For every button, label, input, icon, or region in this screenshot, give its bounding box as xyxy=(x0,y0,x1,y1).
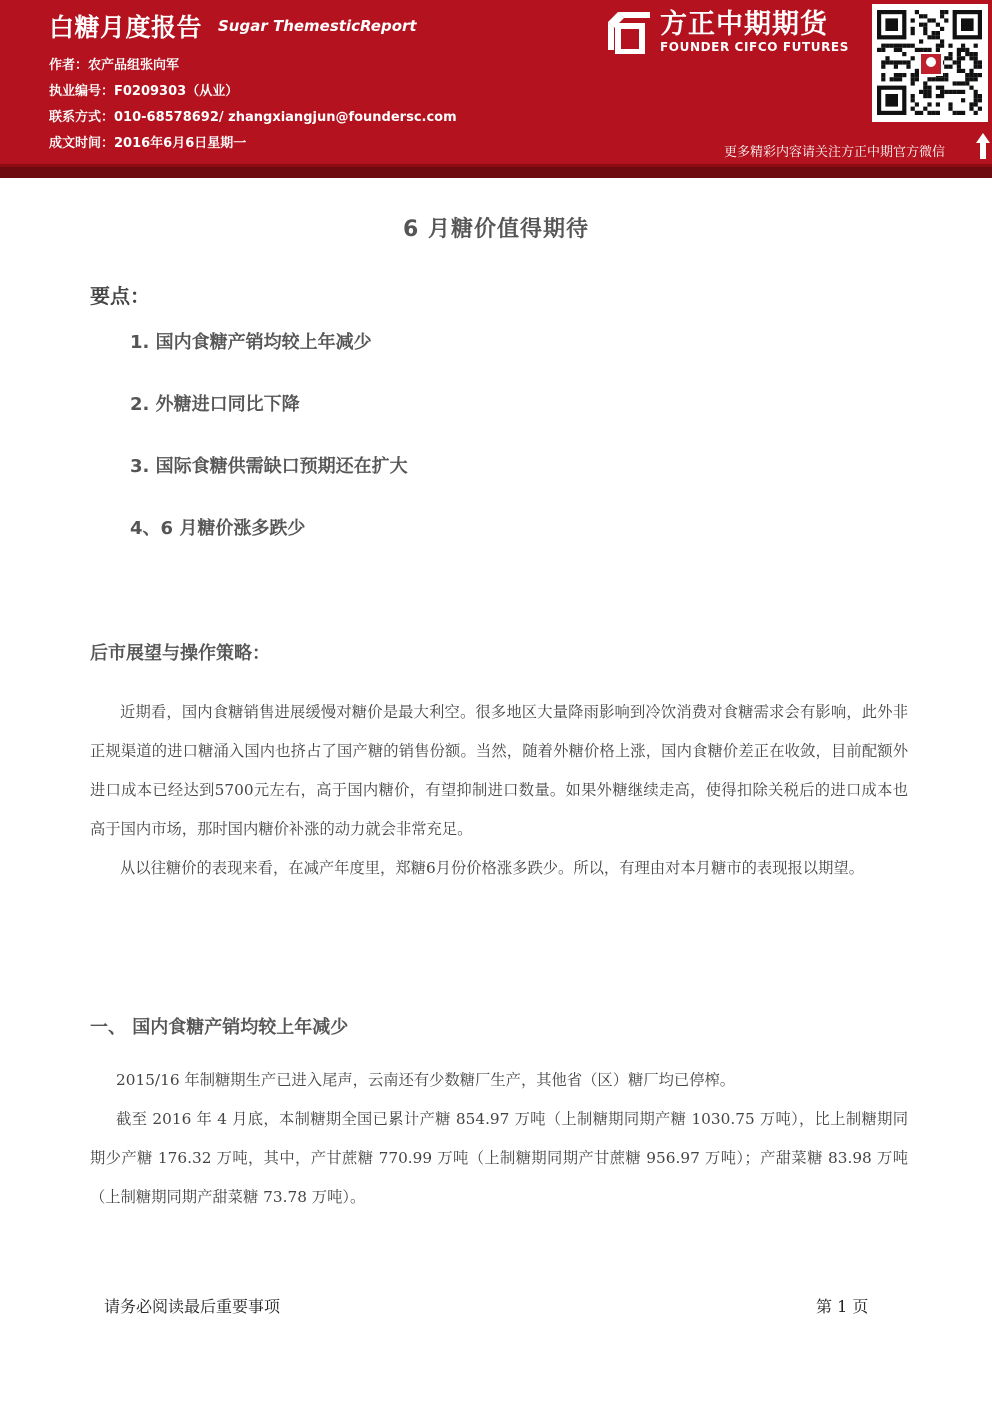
brand-name-english: FOUNDER CIFCO FUTURES xyxy=(660,40,849,54)
key-point-item: 4、6 月糖价涨多跌少 xyxy=(130,518,306,539)
footer-notice: 请务必阅读最后重要事项 xyxy=(104,1297,281,1316)
key-point-item: 1. 国内食糖产销均较上年减少 xyxy=(130,332,372,353)
outlook-paragraph: 近期看，国内食糖销售进展缓慢对糖价是最大利空。很多地区大量降雨影响到冷饮消费对食糖需求会有影响，此外非正规渠道的进口糖涌入国内也挤占了国产糖的销售份额。当然，随着外糖价格上涨，国内食糖价差正在收敛，目前配额外进口成本已经达到5700元左右，高于国内糖价，有望抑制进口数量。如果外糖继续走高，使得扣除关税后的进口成本也高于国内市场，那时国内糖价补涨的动力就会非常充足。 xyxy=(90,703,908,838)
founder-logo-icon xyxy=(604,8,652,54)
report-title-english: Sugar ThemesticReport xyxy=(218,17,417,35)
section-paragraph: 2015/16 年制糖期生产已进入尾声，云南还有少数糖厂生产，其他省（区）糖厂均已停榨。 xyxy=(116,1071,736,1089)
wechat-follow-note: 更多精彩内容请关注方正中期官方微信 xyxy=(724,145,946,160)
key-point-item: 2. 外糖进口同比下降 xyxy=(130,394,300,415)
contact-line: 联系方式：010-68578692/ zhangxiangjun@foundersc.com xyxy=(49,110,457,125)
outlook-paragraph: 从以往糖价的表现来看，在减产年度里，郑糖6月份价格涨多跌少。所以，有理由对本月糖市的表现报以期望。 xyxy=(120,859,864,877)
section-heading: 一、 国内食糖产销均较上年减少 xyxy=(90,1017,349,1038)
key-point-item: 3. 国际食糖供需缺口预期还在扩大 xyxy=(130,456,408,477)
key-points-heading: 要点： xyxy=(90,284,150,308)
outlook-heading: 后市展望与操作策略： xyxy=(90,643,270,664)
header-banner-bottom-stripe xyxy=(0,164,992,178)
brand-name-chinese: 方正中期期货 xyxy=(660,9,828,40)
license-line: 执业编号：F0209303（从业） xyxy=(49,84,239,99)
qr-code-icon xyxy=(872,4,988,122)
date-line: 成文时间：2016年6月6日星期一 xyxy=(49,136,247,151)
author-line: 作者：农产品组张向军 xyxy=(49,58,180,73)
report-title: 白糖月度报告 xyxy=(49,13,203,42)
up-arrow-icon xyxy=(975,132,991,160)
document-title: 6 月糖价值得期待 xyxy=(403,217,589,242)
section-paragraph: 截至 2016 年 4 月底，本制糖期全国已累计产糖 854.97 万吨（上制糖期同期产糖 1030.75 万吨），比上制糖期同期少产糖 176.32 万吨，其中，产甘蔗糖 770.99 万吨（上制糖期同期产甘蔗糖 956.97 万吨）；产甜菜糖 83.98 万吨（上制糖期同期产甜菜糖 73.78 万吨）。 xyxy=(90,1110,908,1206)
page-number: 第 1 页 xyxy=(816,1297,869,1316)
